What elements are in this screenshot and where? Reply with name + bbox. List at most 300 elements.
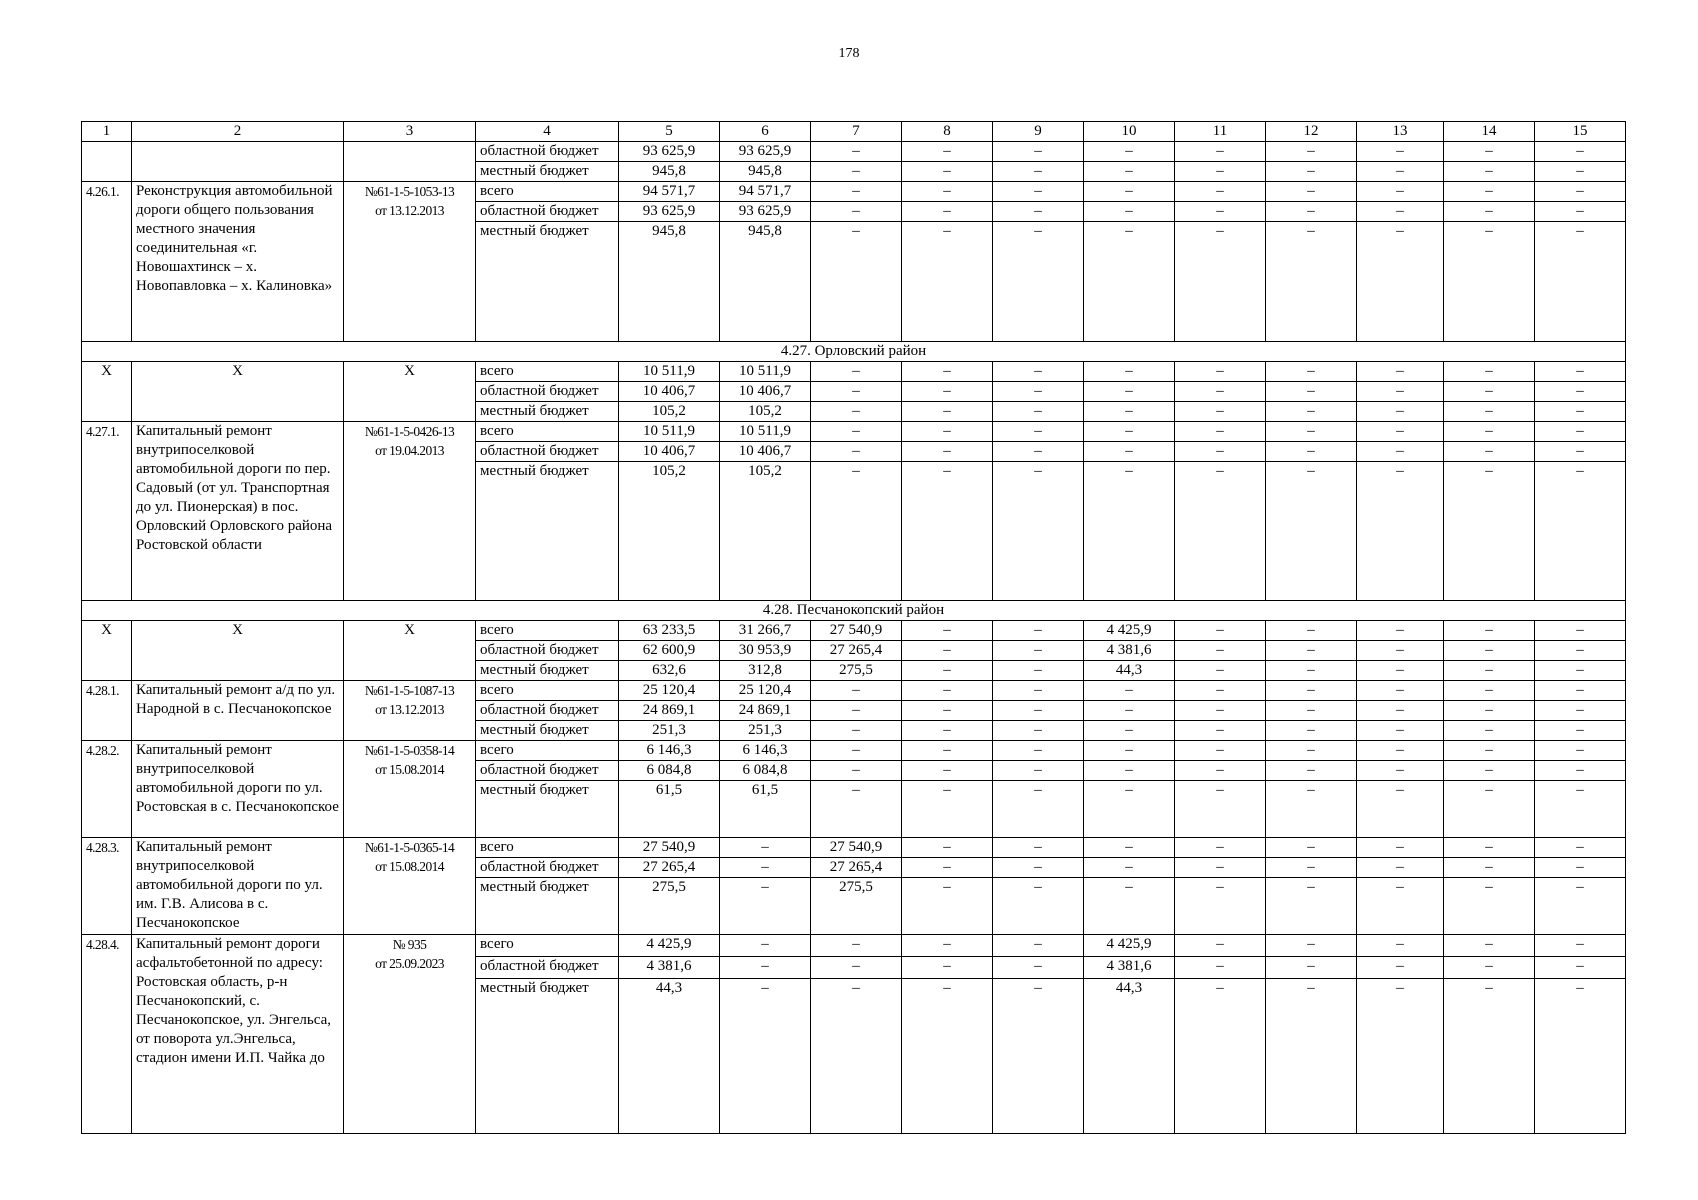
value-cell: – [993, 935, 1084, 957]
value-cell: – [1266, 202, 1357, 222]
value-cell: – [1535, 858, 1626, 878]
value-cell: 4 425,9 [1084, 621, 1175, 641]
column-header: 7 [811, 122, 902, 142]
value-cell: – [811, 442, 902, 462]
budget-label: всего [476, 741, 619, 761]
x-mark: Х [344, 362, 476, 422]
value-cell: – [1266, 402, 1357, 422]
document-number: №61-1-5-1087-13 [364, 683, 455, 698]
value-cell: 6 146,3 [720, 741, 811, 761]
item-number: 4.26.1. [82, 182, 132, 342]
value-cell: – [1175, 681, 1266, 701]
value-cell: – [1084, 781, 1175, 838]
value-cell: – [993, 661, 1084, 681]
value-cell: – [902, 935, 993, 957]
document-date: от 25.09.2023 [375, 956, 444, 971]
value-cell: – [1444, 202, 1535, 222]
value-cell: – [1266, 979, 1357, 1134]
value-cell: – [1535, 957, 1626, 979]
value-cell: 945,8 [720, 222, 811, 342]
value-cell: 6 084,8 [720, 761, 811, 781]
value-cell: – [993, 641, 1084, 661]
value-cell: – [811, 162, 902, 182]
item-name: Капитальный ремонт внутрипоселковой автомобильной дороги по ул. Ростовская в с. Песчанокопское [132, 741, 344, 838]
value-cell: – [1535, 202, 1626, 222]
value-cell: – [1266, 621, 1357, 641]
value-cell: 10 406,7 [619, 442, 720, 462]
value-cell: 4 381,6 [619, 957, 720, 979]
value-cell: – [1266, 781, 1357, 838]
column-header: 4 [476, 122, 619, 142]
value-cell: – [902, 741, 993, 761]
value-cell: – [993, 202, 1084, 222]
value-cell: – [993, 142, 1084, 162]
column-header: 9 [993, 122, 1084, 142]
value-cell: – [902, 838, 993, 858]
value-cell: – [811, 935, 902, 957]
value-cell: – [1357, 878, 1444, 935]
value-cell: – [1535, 621, 1626, 641]
value-cell: – [1357, 362, 1444, 382]
value-cell: 27 540,9 [619, 838, 720, 858]
value-cell: – [811, 701, 902, 721]
value-cell: – [1266, 935, 1357, 957]
value-cell: 24 869,1 [619, 701, 720, 721]
value-cell: – [993, 422, 1084, 442]
value-cell: 275,5 [619, 878, 720, 935]
value-cell: – [1084, 142, 1175, 162]
column-header: 8 [902, 122, 993, 142]
item-number: 4.28.3. [82, 838, 132, 935]
budget-label: областной бюджет [476, 202, 619, 222]
value-cell: 251,3 [720, 721, 811, 741]
value-cell: 44,3 [619, 979, 720, 1134]
value-cell: – [1535, 701, 1626, 721]
value-cell: 27 265,4 [619, 858, 720, 878]
value-cell: – [1084, 182, 1175, 202]
x-mark: Х [82, 621, 132, 681]
value-cell: – [1175, 442, 1266, 462]
value-cell: – [1175, 362, 1266, 382]
value-cell: – [1266, 382, 1357, 402]
value-cell: – [1175, 462, 1266, 601]
value-cell: 6 146,3 [619, 741, 720, 761]
value-cell: – [1535, 142, 1626, 162]
value-cell: 62 600,9 [619, 641, 720, 661]
value-cell: – [1535, 462, 1626, 601]
value-cell: – [1266, 761, 1357, 781]
column-header: 6 [720, 122, 811, 142]
budget-label: всего [476, 935, 619, 957]
value-cell: 275,5 [811, 878, 902, 935]
x-mark: Х [344, 621, 476, 681]
value-cell: – [993, 838, 1084, 858]
value-cell: – [1535, 935, 1626, 957]
value-cell: – [1175, 858, 1266, 878]
value-cell: – [1357, 721, 1444, 741]
value-cell: – [1175, 641, 1266, 661]
value-cell: – [902, 162, 993, 182]
value-cell: – [1535, 162, 1626, 182]
value-cell: – [1357, 838, 1444, 858]
value-cell: – [811, 422, 902, 442]
x-mark: Х [132, 362, 344, 422]
value-cell: – [811, 681, 902, 701]
value-cell: – [1266, 422, 1357, 442]
value-cell: – [1535, 661, 1626, 681]
value-cell: – [1084, 838, 1175, 858]
value-cell: – [1084, 721, 1175, 741]
value-cell: – [1175, 701, 1266, 721]
item-name: Капитальный ремонт внутрипоселковой автомобильной дороги по ул. им. Г.В. Алисова в с. Песчанокопское [132, 838, 344, 935]
value-cell: – [1357, 382, 1444, 402]
value-cell: – [1175, 781, 1266, 838]
value-cell: – [811, 979, 902, 1134]
value-cell: – [811, 741, 902, 761]
value-cell: – [993, 182, 1084, 202]
item-number: 4.28.1. [82, 681, 132, 741]
value-cell: 10 406,7 [720, 442, 811, 462]
item-name: Капитальный ремонт внутрипоселковой автомобильной дороги по пер. Садовый (от ул. Транспортная до ул. Пионерская) в пос. Орловский Орловского района Ростовской области [132, 422, 344, 601]
value-cell: 945,8 [619, 162, 720, 182]
value-cell: – [993, 162, 1084, 182]
document-number: №61-1-5-0426-13 [364, 424, 455, 439]
value-cell: – [1175, 957, 1266, 979]
document-date: от 15.08.2014 [375, 762, 444, 777]
value-cell: – [1175, 182, 1266, 202]
value-cell: 93 625,9 [720, 202, 811, 222]
value-cell: – [1444, 878, 1535, 935]
value-cell: – [1266, 957, 1357, 979]
value-cell: 30 953,9 [720, 641, 811, 661]
value-cell: – [720, 957, 811, 979]
value-cell: – [1357, 402, 1444, 422]
value-cell: – [1266, 362, 1357, 382]
value-cell: – [1084, 741, 1175, 761]
value-cell: – [1444, 681, 1535, 701]
value-cell: – [902, 142, 993, 162]
value-cell: – [1357, 182, 1444, 202]
value-cell: – [902, 382, 993, 402]
value-cell: – [1535, 781, 1626, 838]
item-number: 4.28.2. [82, 741, 132, 838]
item-name: Капитальный ремонт а/д по ул. Народной в с. Песчанокопское [132, 681, 344, 741]
value-cell: – [1535, 402, 1626, 422]
value-cell: – [902, 462, 993, 601]
value-cell: – [1175, 721, 1266, 741]
value-cell: – [993, 781, 1084, 838]
item-name: Капитальный ремонт дороги асфальтобетонной по адресу: Ростовская область, р-н Песчанокопский, с. Песчанокопское, ул. Энгельса, от поворота ул.Энгельса, стадион имени И.П. Чайка до [132, 935, 344, 1134]
budget-label: местный бюджет [476, 162, 619, 182]
value-cell: – [1444, 741, 1535, 761]
value-cell: – [1266, 462, 1357, 601]
table-row [82, 838, 1626, 858]
item-name: Реконструкция автомобильной дороги общего пользования местного значения соединительная «г. Новошахтинск – х. Новопавловка – х. Калиновка» [132, 182, 344, 342]
value-cell: – [1266, 741, 1357, 761]
budget-label: всего [476, 838, 619, 858]
value-cell: – [1444, 462, 1535, 601]
value-cell: – [1444, 182, 1535, 202]
value-cell: – [1535, 382, 1626, 402]
value-cell: – [1535, 442, 1626, 462]
value-cell: – [1266, 721, 1357, 741]
value-cell: – [993, 741, 1084, 761]
empty-cell [132, 142, 344, 182]
value-cell: 61,5 [619, 781, 720, 838]
value-cell: 27 265,4 [811, 858, 902, 878]
value-cell: – [811, 781, 902, 838]
value-cell: – [1266, 701, 1357, 721]
value-cell: – [1357, 701, 1444, 721]
value-cell: – [993, 957, 1084, 979]
value-cell: – [811, 761, 902, 781]
section-title: 4.28. Песчанокопский район [82, 601, 1626, 621]
value-cell: 10 511,9 [619, 362, 720, 382]
value-cell: – [1444, 761, 1535, 781]
value-cell: – [993, 382, 1084, 402]
value-cell: – [1084, 202, 1175, 222]
value-cell: – [902, 858, 993, 878]
value-cell: 63 233,5 [619, 621, 720, 641]
value-cell: – [902, 681, 993, 701]
summary-row [82, 362, 1626, 382]
value-cell: – [720, 878, 811, 935]
value-cell: – [902, 442, 993, 462]
value-cell: – [1084, 878, 1175, 935]
value-cell: – [902, 402, 993, 422]
item-document [344, 182, 476, 342]
value-cell: – [902, 661, 993, 681]
value-cell: – [993, 681, 1084, 701]
value-cell: 27 540,9 [811, 838, 902, 858]
value-cell: – [1444, 661, 1535, 681]
value-cell: – [1444, 442, 1535, 462]
value-cell: 10 511,9 [720, 362, 811, 382]
value-cell: – [720, 979, 811, 1134]
value-cell: – [1357, 222, 1444, 342]
value-cell: – [1266, 838, 1357, 858]
value-cell: – [1357, 442, 1444, 462]
value-cell: 632,6 [619, 661, 720, 681]
value-cell: – [1535, 878, 1626, 935]
value-cell: – [1084, 362, 1175, 382]
budget-label: местный бюджет [476, 721, 619, 741]
value-cell: – [1357, 202, 1444, 222]
value-cell: 10 511,9 [720, 422, 811, 442]
item-number: 4.28.4. [82, 935, 132, 1134]
budget-label: областной бюджет [476, 382, 619, 402]
item-number: 4.27.1. [82, 422, 132, 601]
budget-label: местный бюджет [476, 661, 619, 681]
value-cell: – [993, 222, 1084, 342]
item-document [344, 422, 476, 601]
value-cell: – [1084, 442, 1175, 462]
value-cell: 27 540,9 [811, 621, 902, 641]
value-cell: – [993, 402, 1084, 422]
value-cell: 44,3 [1084, 661, 1175, 681]
value-cell: – [993, 721, 1084, 741]
value-cell: 105,2 [720, 402, 811, 422]
value-cell: – [1175, 761, 1266, 781]
budget-table [81, 121, 1626, 1134]
column-header: 1 [82, 122, 132, 142]
value-cell: – [720, 858, 811, 878]
value-cell: – [1444, 162, 1535, 182]
document-date: от 19.04.2013 [375, 443, 444, 458]
value-cell: – [1444, 402, 1535, 422]
value-cell: – [811, 222, 902, 342]
value-cell: – [1444, 701, 1535, 721]
value-cell: – [720, 838, 811, 858]
value-cell: 6 084,8 [619, 761, 720, 781]
value-cell: – [1084, 162, 1175, 182]
budget-label: местный бюджет [476, 878, 619, 935]
value-cell: – [1357, 957, 1444, 979]
budget-label: всего [476, 621, 619, 641]
column-header: 3 [344, 122, 476, 142]
value-cell: 25 120,4 [720, 681, 811, 701]
document-number: №61-1-5-0365-14 [364, 840, 455, 855]
value-cell: – [993, 858, 1084, 878]
value-cell: – [993, 701, 1084, 721]
value-cell: – [811, 142, 902, 162]
value-cell: 251,3 [619, 721, 720, 741]
table-row [82, 142, 1626, 162]
x-mark: Х [132, 621, 344, 681]
value-cell: 105,2 [619, 462, 720, 601]
budget-label: областной бюджет [476, 957, 619, 979]
value-cell: 105,2 [619, 402, 720, 422]
document-number: №61-1-5-0358-14 [364, 743, 455, 758]
table-row [82, 182, 1626, 202]
value-cell: – [1266, 182, 1357, 202]
value-cell: – [1444, 222, 1535, 342]
value-cell: – [1084, 701, 1175, 721]
value-cell: 275,5 [811, 661, 902, 681]
document-date: от 15.08.2014 [375, 859, 444, 874]
value-cell: – [1084, 858, 1175, 878]
x-mark: Х [82, 362, 132, 422]
value-cell: – [1084, 462, 1175, 601]
value-cell: – [1357, 422, 1444, 442]
value-cell: – [1175, 422, 1266, 442]
value-cell: – [1444, 621, 1535, 641]
item-document [344, 838, 476, 935]
value-cell: 44,3 [1084, 979, 1175, 1134]
value-cell: – [1444, 422, 1535, 442]
value-cell: – [1357, 621, 1444, 641]
value-cell: – [811, 382, 902, 402]
column-header: 11 [1175, 122, 1266, 142]
value-cell: – [902, 621, 993, 641]
value-cell: – [1175, 979, 1266, 1134]
value-cell: 61,5 [720, 781, 811, 838]
column-header: 5 [619, 122, 720, 142]
budget-label: областной бюджет [476, 761, 619, 781]
value-cell: – [1357, 781, 1444, 838]
value-cell: – [1357, 935, 1444, 957]
budget-label: областной бюджет [476, 858, 619, 878]
value-cell: – [1175, 661, 1266, 681]
value-cell: – [993, 442, 1084, 462]
value-cell: – [720, 935, 811, 957]
budget-label: всего [476, 362, 619, 382]
value-cell: – [902, 182, 993, 202]
column-header: 14 [1444, 122, 1535, 142]
value-cell: – [993, 761, 1084, 781]
value-cell: – [1357, 641, 1444, 661]
value-cell: – [1175, 838, 1266, 858]
table-row [82, 422, 1626, 442]
value-cell: – [902, 721, 993, 741]
value-cell: – [902, 781, 993, 838]
section-title: 4.27. Орловский район [82, 342, 1626, 362]
value-cell: – [1084, 222, 1175, 342]
value-cell: – [1175, 162, 1266, 182]
value-cell: – [1266, 878, 1357, 935]
value-cell: – [1084, 422, 1175, 442]
value-cell: – [1266, 142, 1357, 162]
budget-label: местный бюджет [476, 222, 619, 342]
value-cell: – [902, 222, 993, 342]
value-cell: – [1444, 382, 1535, 402]
value-cell: 312,8 [720, 661, 811, 681]
value-cell: 94 571,7 [720, 182, 811, 202]
document-date: от 13.12.2013 [375, 203, 444, 218]
summary-row [82, 621, 1626, 641]
value-cell: – [1357, 858, 1444, 878]
document-date: от 13.12.2013 [375, 702, 444, 717]
document-number: №61-1-5-1053-13 [364, 184, 455, 199]
value-cell: – [811, 402, 902, 422]
value-cell: – [1084, 382, 1175, 402]
value-cell: – [902, 957, 993, 979]
value-cell: – [1444, 935, 1535, 957]
value-cell: – [1357, 462, 1444, 601]
value-cell: – [1357, 162, 1444, 182]
value-cell: 945,8 [720, 162, 811, 182]
value-cell: – [1175, 741, 1266, 761]
page-number: 178 [838, 46, 860, 61]
value-cell: 10 406,7 [720, 382, 811, 402]
budget-label: областной бюджет [476, 142, 619, 162]
value-cell: – [1084, 402, 1175, 422]
value-cell: – [1535, 838, 1626, 858]
value-cell: – [902, 362, 993, 382]
value-cell: – [1266, 681, 1357, 701]
value-cell: – [1357, 979, 1444, 1134]
value-cell: – [1535, 741, 1626, 761]
value-cell: – [1175, 878, 1266, 935]
column-header: 15 [1535, 122, 1626, 142]
value-cell: – [1535, 761, 1626, 781]
value-cell: – [1175, 402, 1266, 422]
value-cell: – [1444, 781, 1535, 838]
value-cell: 945,8 [619, 222, 720, 342]
value-cell: – [1444, 838, 1535, 858]
value-cell: – [1175, 621, 1266, 641]
value-cell: – [993, 979, 1084, 1134]
value-cell: – [811, 957, 902, 979]
value-cell: 105,2 [720, 462, 811, 601]
table-row [82, 681, 1626, 701]
budget-label: всего [476, 681, 619, 701]
value-cell: 4 425,9 [1084, 935, 1175, 957]
value-cell: 4 381,6 [1084, 641, 1175, 661]
item-document [344, 681, 476, 741]
value-cell: – [993, 878, 1084, 935]
value-cell: – [1266, 162, 1357, 182]
